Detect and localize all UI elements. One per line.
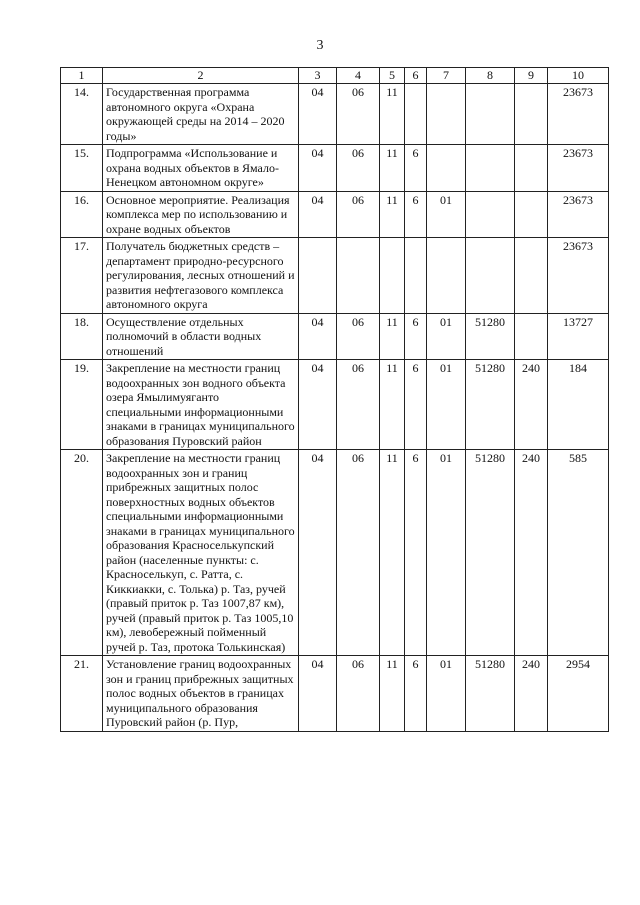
cell-subsection: 11 bbox=[380, 313, 405, 360]
cell-event: 01 bbox=[427, 450, 466, 656]
cell-expense-type bbox=[515, 238, 548, 314]
cell-subsection: 11 bbox=[380, 84, 405, 145]
cell-expense-type: 240 bbox=[515, 656, 548, 732]
cell-event: 01 bbox=[427, 313, 466, 360]
row-name: Осуществление отдельных полномочий в области водных отношений bbox=[103, 313, 299, 360]
cell-expense-type: 240 bbox=[515, 450, 548, 656]
cell-chapter: 04 bbox=[299, 656, 337, 732]
column-header: 1 bbox=[61, 68, 103, 84]
row-number: 18. bbox=[61, 313, 103, 360]
cell-subprogram: 6 bbox=[405, 313, 427, 360]
cell-event: 01 bbox=[427, 191, 466, 238]
cell-chapter: 04 bbox=[299, 450, 337, 656]
row-number: 19. bbox=[61, 360, 103, 450]
row-name: Государственная программа автономного округа «Охрана окружающей среды на 2014 – 2020 годы» bbox=[103, 84, 299, 145]
cell-expense-type bbox=[515, 145, 548, 192]
cell-chapter: 04 bbox=[299, 313, 337, 360]
cell-direction: 51280 bbox=[466, 313, 515, 360]
page-number: 3 bbox=[316, 38, 324, 53]
cell-amount: 13727 bbox=[548, 313, 609, 360]
row-number: 17. bbox=[61, 238, 103, 314]
cell-subsection: 11 bbox=[380, 360, 405, 450]
cell-amount: 23673 bbox=[548, 191, 609, 238]
cell-amount: 585 bbox=[548, 450, 609, 656]
column-header: 2 bbox=[103, 68, 299, 84]
budget-table bbox=[60, 67, 609, 732]
row-name: Установление границ водоохранных зон и границ прибрежных защитных полос водных объектов в границах муниципального образования Пуровский район (р. Пур, bbox=[103, 656, 299, 732]
row-name: Получатель бюджетных средств – департамент природно-ресурсного регулирования, лесных отношений и развития нефтегазового комплекса автономного округа bbox=[103, 238, 299, 314]
table-row bbox=[61, 84, 609, 145]
table-row bbox=[61, 360, 609, 450]
row-number: 16. bbox=[61, 191, 103, 238]
column-header: 7 bbox=[427, 68, 466, 84]
cell-section: 06 bbox=[337, 191, 380, 238]
cell-amount: 23673 bbox=[548, 84, 609, 145]
table-row bbox=[61, 450, 609, 656]
cell-section: 06 bbox=[337, 145, 380, 192]
cell-expense-type: 240 bbox=[515, 360, 548, 450]
cell-section: 06 bbox=[337, 84, 380, 145]
cell-amount: 184 bbox=[548, 360, 609, 450]
cell-subprogram: 6 bbox=[405, 450, 427, 656]
cell-direction: 51280 bbox=[466, 656, 515, 732]
cell-chapter: 04 bbox=[299, 360, 337, 450]
cell-section: 06 bbox=[337, 313, 380, 360]
cell-subsection: 11 bbox=[380, 145, 405, 192]
cell-expense-type bbox=[515, 84, 548, 145]
cell-direction bbox=[466, 84, 515, 145]
cell-direction bbox=[466, 145, 515, 192]
table-row bbox=[61, 238, 609, 314]
row-number: 20. bbox=[61, 450, 103, 656]
column-header: 9 bbox=[515, 68, 548, 84]
cell-subprogram bbox=[405, 84, 427, 145]
cell-direction: 51280 bbox=[466, 450, 515, 656]
cell-direction bbox=[466, 238, 515, 314]
cell-subprogram: 6 bbox=[405, 656, 427, 732]
cell-subsection: 11 bbox=[380, 450, 405, 656]
cell-subprogram bbox=[405, 238, 427, 314]
cell-expense-type bbox=[515, 191, 548, 238]
cell-amount: 23673 bbox=[548, 145, 609, 192]
column-header: 4 bbox=[337, 68, 380, 84]
cell-amount: 23673 bbox=[548, 238, 609, 314]
cell-direction: 51280 bbox=[466, 360, 515, 450]
row-name: Закрепление на местности границ водоохранных зон водного объекта озера Ямылимуяганто специальными информационными знаками в границах муниципального образования Пуровский район bbox=[103, 360, 299, 450]
cell-event: 01 bbox=[427, 360, 466, 450]
column-header: 5 bbox=[380, 68, 405, 84]
cell-event bbox=[427, 238, 466, 314]
cell-subsection bbox=[380, 238, 405, 314]
cell-amount: 2954 bbox=[548, 656, 609, 732]
row-name: Основное мероприятие. Реализация комплекса мер по использованию и охране водных объектов bbox=[103, 191, 299, 238]
cell-section bbox=[337, 238, 380, 314]
table-row bbox=[61, 656, 609, 732]
cell-chapter: 04 bbox=[299, 84, 337, 145]
row-number: 14. bbox=[61, 84, 103, 145]
column-header: 3 bbox=[299, 68, 337, 84]
cell-section: 06 bbox=[337, 450, 380, 656]
row-name: Подпрограмма «Использование и охрана водных объектов в Ямало-Ненецком автономном округе» bbox=[103, 145, 299, 192]
cell-chapter: 04 bbox=[299, 191, 337, 238]
column-header: 10 bbox=[548, 68, 609, 84]
cell-section: 06 bbox=[337, 360, 380, 450]
cell-subprogram: 6 bbox=[405, 191, 427, 238]
cell-subprogram: 6 bbox=[405, 145, 427, 192]
cell-section: 06 bbox=[337, 656, 380, 732]
cell-chapter: 04 bbox=[299, 145, 337, 192]
header-row bbox=[61, 68, 609, 84]
table-row bbox=[61, 145, 609, 192]
cell-chapter bbox=[299, 238, 337, 314]
cell-subsection: 11 bbox=[380, 656, 405, 732]
cell-event bbox=[427, 145, 466, 192]
cell-expense-type bbox=[515, 313, 548, 360]
column-header: 6 bbox=[405, 68, 427, 84]
row-number: 15. bbox=[61, 145, 103, 192]
cell-event bbox=[427, 84, 466, 145]
row-name: Закрепление на местности границ водоохранных зон и границ прибрежных защитных полос поверхностных водных объектов специальными информационными знаками в границах муниципального образования Красноселькупский район (населенные пункты: с. Красноселькуп, с. Ратта, с. Киккиакки, с. Толька) р. Таз, ручей (правый приток р. Таз 1007,87 км), ручей (правый приток р. Таз 1005,10 км), левобережный пойменный ручей р. Таз, протока Толькинская) bbox=[103, 450, 299, 656]
table-row bbox=[61, 313, 609, 360]
cell-direction bbox=[466, 191, 515, 238]
row-number: 21. bbox=[61, 656, 103, 732]
column-header: 8 bbox=[466, 68, 515, 84]
cell-subsection: 11 bbox=[380, 191, 405, 238]
table-row bbox=[61, 191, 609, 238]
cell-subprogram: 6 bbox=[405, 360, 427, 450]
cell-event: 01 bbox=[427, 656, 466, 732]
